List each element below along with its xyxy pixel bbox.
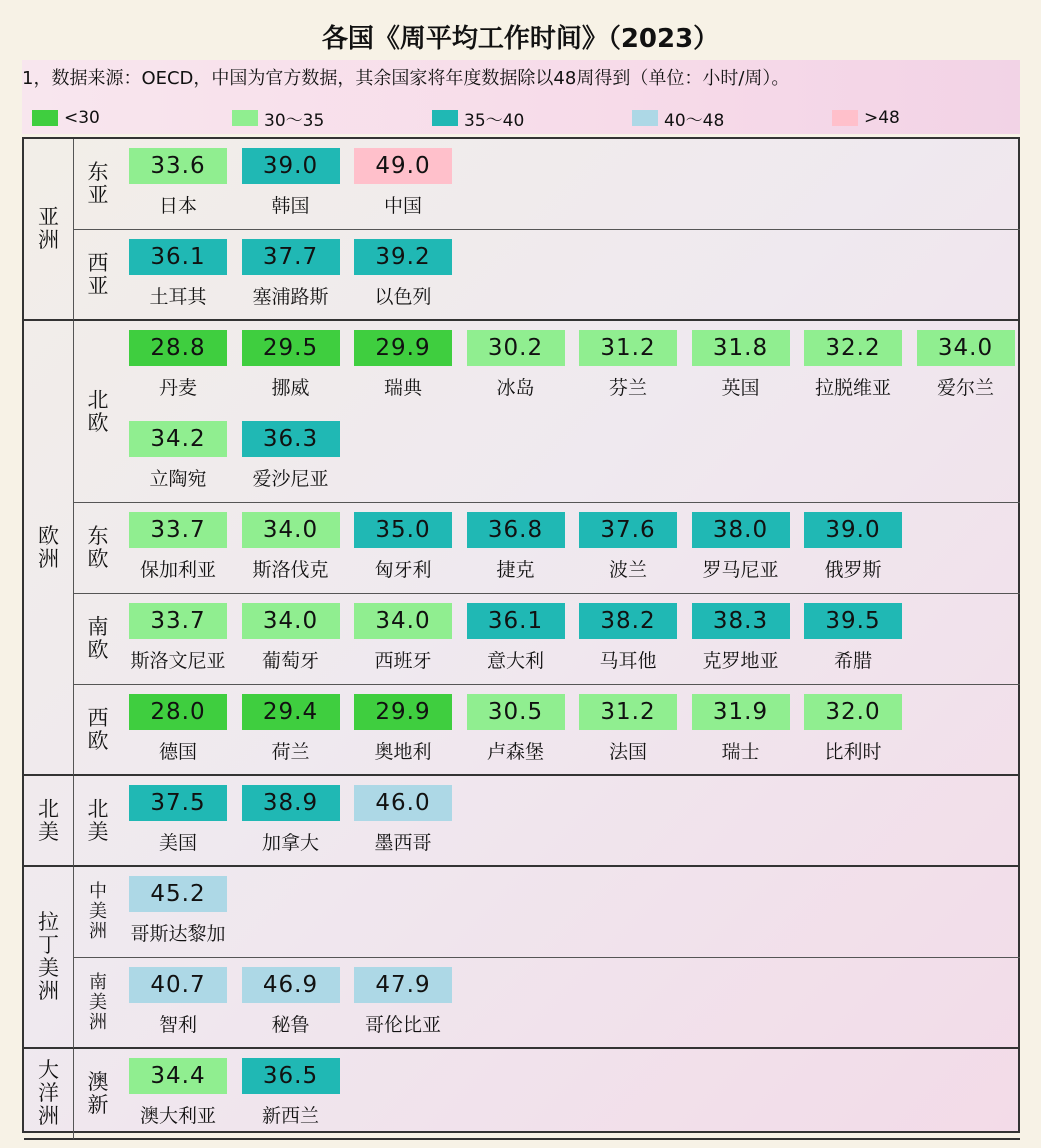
country-cell — [352, 967, 454, 1049]
country-name: 中国 — [383, 195, 422, 217]
country-name: 墨西哥 — [374, 832, 432, 854]
country-cell — [127, 967, 229, 1049]
country-name: 希腊 — [833, 650, 872, 672]
value-box: 28.8 — [129, 330, 227, 366]
value-box: 33.7 — [129, 603, 227, 639]
legend-item — [632, 106, 724, 130]
country-cell — [690, 694, 792, 776]
country-cell — [127, 330, 229, 412]
country-cell — [465, 603, 567, 685]
continent-name: 拉丁美洲 — [38, 910, 59, 1003]
country-cell — [127, 1058, 229, 1140]
country-cell — [577, 330, 679, 412]
country-cell — [352, 785, 454, 867]
country-cell — [690, 512, 792, 594]
country-cell — [352, 603, 454, 685]
country-cell — [127, 694, 229, 776]
country-name: 美国 — [158, 832, 197, 854]
legend-item — [232, 106, 324, 130]
country-name: 意大利 — [486, 650, 544, 672]
value-box: 45.2 — [129, 876, 227, 912]
country-name: 保加利亚 — [139, 559, 216, 581]
country-cell — [690, 330, 792, 412]
country-name: 丹麦 — [158, 377, 197, 399]
value-box: 34.2 — [129, 421, 227, 457]
value-box: 29.9 — [354, 694, 452, 730]
region-name: 中美洲 — [89, 881, 107, 942]
country-name: 马耳他 — [599, 650, 657, 672]
legend-item — [432, 106, 524, 130]
country-name: 斯洛文尼亚 — [130, 650, 226, 672]
country-name: 德国 — [158, 741, 197, 763]
country-name: 塞浦路斯 — [252, 286, 329, 308]
value-box: 38.2 — [579, 603, 677, 639]
legend-swatch — [432, 110, 458, 126]
country-cell — [465, 330, 567, 412]
continent-name: 欧洲 — [38, 523, 59, 571]
country-cell — [352, 148, 454, 230]
country-name: 荷兰 — [271, 741, 310, 763]
region-row — [74, 503, 1020, 594]
region-row — [74, 139, 1020, 230]
country-cell — [127, 785, 229, 867]
country-cell — [352, 512, 454, 594]
value-box: 38.9 — [242, 785, 340, 821]
region-row — [74, 776, 1020, 867]
country-name: 拉脱维亚 — [814, 377, 891, 399]
region-label — [74, 958, 122, 1047]
value-box: 47.9 — [354, 967, 452, 1003]
country-name: 西班牙 — [374, 650, 432, 672]
country-cell — [465, 512, 567, 594]
country-name: 葡萄牙 — [261, 650, 319, 672]
value-box: 36.5 — [242, 1058, 340, 1094]
value-box: 31.8 — [692, 330, 790, 366]
country-name: 法国 — [608, 741, 647, 763]
region-row — [74, 867, 1020, 958]
region-name: 北美 — [87, 796, 109, 844]
country-name: 以色列 — [374, 286, 432, 308]
country-cell — [127, 876, 229, 958]
data-table — [22, 137, 1020, 1133]
region-label — [74, 867, 122, 957]
continent-name: 大洋洲 — [38, 1058, 59, 1128]
region-row — [74, 230, 1020, 321]
value-box: 36.1 — [467, 603, 565, 639]
region-row — [74, 594, 1020, 685]
country-name: 加拿大 — [261, 832, 319, 854]
value-box: 30.5 — [467, 694, 565, 730]
region-row — [74, 321, 1020, 503]
country-cell — [240, 1058, 342, 1140]
value-box: 39.2 — [354, 239, 452, 275]
country-cell — [127, 603, 229, 685]
legend-label: 35～40 — [464, 110, 525, 131]
continent-name: 北美 — [38, 796, 59, 844]
value-box: 37.7 — [242, 239, 340, 275]
value-box: 46.9 — [242, 967, 340, 1003]
country-name: 波兰 — [608, 559, 647, 581]
country-cell — [802, 330, 904, 412]
chart-title: 各国《周平均工作时间》（2023） — [321, 24, 720, 54]
value-box: 33.6 — [129, 148, 227, 184]
country-name: 哥斯达黎加 — [130, 923, 226, 945]
region-label — [74, 1049, 122, 1138]
country-name: 立陶宛 — [149, 468, 207, 490]
country-name: 爱沙尼亚 — [252, 468, 329, 490]
region-label — [74, 321, 122, 502]
value-box: 39.0 — [242, 148, 340, 184]
country-cell — [240, 148, 342, 230]
country-cell — [240, 603, 342, 685]
country-name: 奥地利 — [374, 741, 432, 763]
value-box: 46.0 — [354, 785, 452, 821]
value-box: 31.2 — [579, 330, 677, 366]
country-name: 土耳其 — [149, 286, 207, 308]
country-cell — [352, 239, 454, 321]
country-name: 秘鲁 — [271, 1014, 310, 1036]
region-label — [74, 685, 122, 774]
country-name: 俄罗斯 — [824, 559, 882, 581]
country-cell — [127, 421, 229, 503]
value-box: 49.0 — [354, 148, 452, 184]
country-name: 捷克 — [496, 559, 535, 581]
country-name: 韩国 — [271, 195, 310, 217]
country-cell — [577, 603, 679, 685]
country-name: 挪威 — [271, 377, 310, 399]
value-box: 39.5 — [804, 603, 902, 639]
value-box: 35.0 — [354, 512, 452, 548]
value-box: 29.9 — [354, 330, 452, 366]
country-name: 克罗地亚 — [702, 650, 779, 672]
country-name: 匈牙利 — [374, 559, 432, 581]
region-label — [74, 594, 122, 684]
country-cell — [240, 512, 342, 594]
value-box: 31.9 — [692, 694, 790, 730]
value-box: 29.4 — [242, 694, 340, 730]
value-box: 29.5 — [242, 330, 340, 366]
legend-swatch — [632, 110, 658, 126]
country-cell — [352, 330, 454, 412]
legend-label: <30 — [64, 108, 100, 128]
value-box: 38.0 — [692, 512, 790, 548]
country-cell — [240, 239, 342, 321]
country-name: 瑞士 — [721, 741, 760, 763]
value-box: 31.2 — [579, 694, 677, 730]
country-name: 英国 — [721, 377, 760, 399]
country-cell — [240, 694, 342, 776]
country-cell — [352, 694, 454, 776]
legend-label: >48 — [864, 108, 900, 128]
region-name: 东亚 — [87, 160, 109, 207]
legend-item — [832, 106, 900, 130]
country-cell — [127, 148, 229, 230]
region-row — [74, 685, 1020, 776]
region-name: 北欧 — [87, 387, 109, 435]
legend-label: 40～48 — [664, 110, 725, 131]
country-name: 爱尔兰 — [936, 377, 994, 399]
region-label — [74, 503, 122, 593]
value-box: 39.0 — [804, 512, 902, 548]
region-name: 澳新 — [87, 1069, 109, 1117]
region-name: 南欧 — [87, 615, 109, 662]
country-name: 芬兰 — [608, 377, 647, 399]
country-cell — [127, 512, 229, 594]
value-box: 28.0 — [129, 694, 227, 730]
region-label — [74, 776, 122, 865]
country-cell — [240, 330, 342, 412]
continent-label — [24, 776, 74, 867]
region-row — [74, 1049, 1020, 1140]
country-cell — [802, 512, 904, 594]
country-cell — [577, 512, 679, 594]
region-name: 西欧 — [87, 705, 109, 753]
region-name: 东欧 — [87, 524, 109, 571]
country-name: 冰岛 — [496, 377, 535, 399]
country-cell — [802, 603, 904, 685]
country-name: 智利 — [158, 1014, 197, 1036]
continent-label — [24, 867, 74, 1049]
country-name: 比利时 — [824, 741, 882, 763]
region-name: 南美洲 — [89, 971, 107, 1033]
continent-label — [24, 321, 74, 776]
value-box: 34.0 — [242, 512, 340, 548]
value-box: 34.0 — [354, 603, 452, 639]
country-cell — [465, 694, 567, 776]
country-cell — [127, 239, 229, 321]
country-cell — [240, 967, 342, 1049]
country-cell — [690, 603, 792, 685]
country-name: 新西兰 — [261, 1105, 319, 1127]
country-cell — [577, 694, 679, 776]
value-box: 37.6 — [579, 512, 677, 548]
country-cell — [915, 330, 1017, 412]
continent-label — [24, 1049, 74, 1140]
legend-swatch — [232, 110, 258, 126]
continent-label — [24, 139, 74, 321]
country-cell — [802, 694, 904, 776]
country-name: 哥伦比亚 — [364, 1014, 441, 1036]
region-label — [74, 230, 122, 319]
country-name: 罗马尼亚 — [702, 559, 779, 581]
legend-label: 30～35 — [264, 110, 325, 131]
value-box: 32.2 — [804, 330, 902, 366]
value-box: 40.7 — [129, 967, 227, 1003]
source-note: 1，数据来源：OECD，中国为官方数据，其余国家将年度数据除以48周得到（单位：小时/周）。 — [22, 68, 790, 89]
region-name: 西亚 — [87, 250, 109, 298]
continent-name: 亚洲 — [38, 205, 59, 252]
value-box: 36.1 — [129, 239, 227, 275]
value-box: 34.0 — [242, 603, 340, 639]
note-box — [22, 60, 1020, 134]
country-name: 卢森堡 — [486, 741, 544, 763]
country-name: 日本 — [158, 195, 197, 217]
value-box: 30.2 — [467, 330, 565, 366]
value-box: 32.0 — [804, 694, 902, 730]
country-name: 澳大利亚 — [139, 1105, 216, 1127]
value-box: 34.0 — [917, 330, 1015, 366]
value-box: 33.7 — [129, 512, 227, 548]
country-cell — [240, 785, 342, 867]
value-box: 38.3 — [692, 603, 790, 639]
value-box: 37.5 — [129, 785, 227, 821]
value-box: 34.4 — [129, 1058, 227, 1094]
region-row — [74, 958, 1020, 1049]
legend — [32, 106, 1012, 130]
country-name: 瑞典 — [383, 377, 422, 399]
country-cell — [240, 421, 342, 503]
region-label — [74, 139, 122, 229]
legend-swatch — [832, 110, 858, 126]
legend-swatch — [32, 110, 58, 126]
value-box: 36.3 — [242, 421, 340, 457]
legend-item — [32, 106, 100, 130]
country-name: 斯洛伐克 — [252, 559, 329, 581]
value-box: 36.8 — [467, 512, 565, 548]
